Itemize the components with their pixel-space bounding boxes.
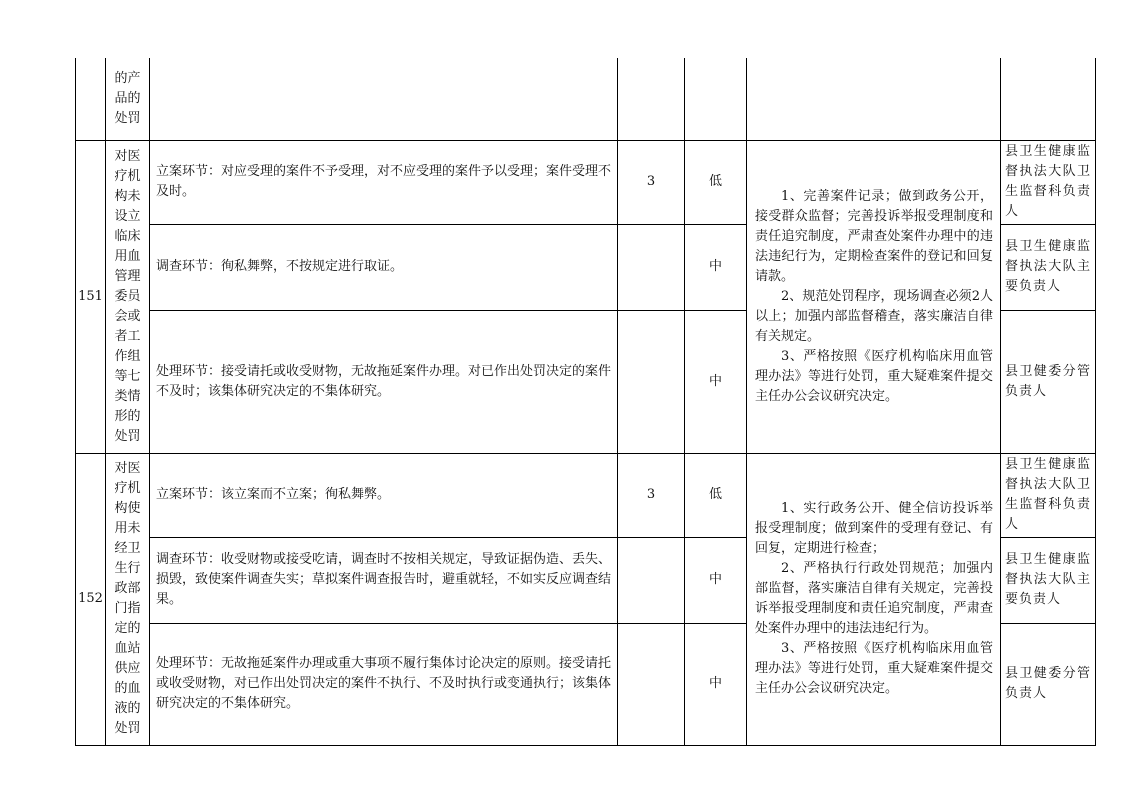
responsible: 县卫生健康监督执法大队卫生监督科负责人: [1001, 453, 1096, 537]
responsible: 县卫生健康监督执法大队主要负责人: [1001, 224, 1096, 310]
no-cell: [76, 58, 106, 140]
step-desc: 立案环节：对应受理的案件不予受理，对不应受理的案件予以受理；案件受理不及时。: [150, 140, 618, 224]
responsible: 县卫健委分管负责人: [1001, 623, 1096, 745]
step-desc: 立案环节：该立案而不立案；徇私舞弊。: [150, 453, 618, 537]
row-number: 152: [76, 453, 106, 745]
step-num: [618, 623, 685, 745]
step-desc: 处理环节：无故拖延案件办理或重大事项不履行集体讨论决定的原则。接受请托或收受财物，对已作出处罚决定的案件不执行、不及时执行或变通执行；该集体研究决定的不集体研究。: [150, 623, 618, 745]
step-level: 中: [685, 310, 747, 453]
measures-cell: [747, 140, 1001, 453]
measure-item: 3、严格按照《医疗机构临床用血管理办法》等进行处罚，重大疑难案件提交主任办公会议研究决定。: [755, 641, 993, 696]
responsible: 县卫生健康监督执法大队主要负责人: [1001, 537, 1096, 623]
item-cell: 的产品的处罚: [106, 58, 150, 140]
step-num: 3: [618, 453, 685, 537]
responsible: 县卫健委分管负责人: [1001, 310, 1096, 453]
step-num: [618, 537, 685, 623]
step-desc: 处理环节：接受请托或收受财物，无故拖延案件办理。对已作出处罚决定的案件不及时；该集体研究决定的不集体研究。: [150, 310, 618, 453]
table-row-continued: [76, 58, 1096, 140]
step-level: 低: [685, 453, 747, 537]
measure-item: 1、实行政务公开、健全信访投诉举报受理制度；做到案件的受理有登记、有回复，定期进行检查；: [755, 501, 993, 556]
risk-table: [75, 58, 1096, 746]
measures-cell: [747, 453, 1001, 745]
item-name: 对医疗机构使用未经卫生行政部门指定的血站供应的血液的处罚: [106, 453, 150, 745]
desc-cell: [150, 58, 618, 140]
resp-cell: [1001, 58, 1096, 140]
num-cell: [618, 58, 685, 140]
responsible: 县卫生健康监督执法大队卫生监督科负责人: [1001, 140, 1096, 224]
table-row: [76, 453, 1096, 537]
measure-item: 2、严格执行行政处罚规范；加强内部监督，落实廉洁自律有关规定，完善投诉举报受理制度和责任追究制度，严肃查处案件办理中的违法违纪行为。: [755, 561, 993, 636]
measure-item: 2、规范处罚程序，现场调查必须2人以上；加强内部监督稽查，落实廉洁自律有关规定。: [755, 288, 993, 344]
step-level: 中: [685, 623, 747, 745]
step-num: [618, 310, 685, 453]
measures-cell: [747, 58, 1001, 140]
table-row: [76, 140, 1096, 224]
level-cell: [685, 58, 747, 140]
step-desc: 调查环节：徇私舞弊，不按规定进行取证。: [150, 224, 618, 310]
measure-item: 1、完善案件记录；做到政务公开，接受群众监督；完善投诉举报受理制度和责任追究制度，严肃查处案件办理中的违法违纪行为，定期检查案件的登记和回复请款。: [755, 188, 993, 284]
item-name: 对医疗机构未设立临床用血管理委员会或者工作组等七类情形的处罚: [106, 140, 150, 453]
step-num: [618, 224, 685, 310]
step-level: 中: [685, 224, 747, 310]
row-number: 151: [76, 140, 106, 453]
step-level: 低: [685, 140, 747, 224]
step-desc: 调查环节：收受财物或接受吃请，调查时不按相关规定，导致证据伪造、丢失、损毁，致使案件调查失实；草拟案件调查报告时，避重就轻，不如实反应调查结果。: [150, 537, 618, 623]
step-num: 3: [618, 140, 685, 224]
measure-item: 3、严格按照《医疗机构临床用血管理办法》等进行处罚，重大疑难案件提交主任办公会议研究决定。: [755, 348, 993, 404]
step-level: 中: [685, 537, 747, 623]
